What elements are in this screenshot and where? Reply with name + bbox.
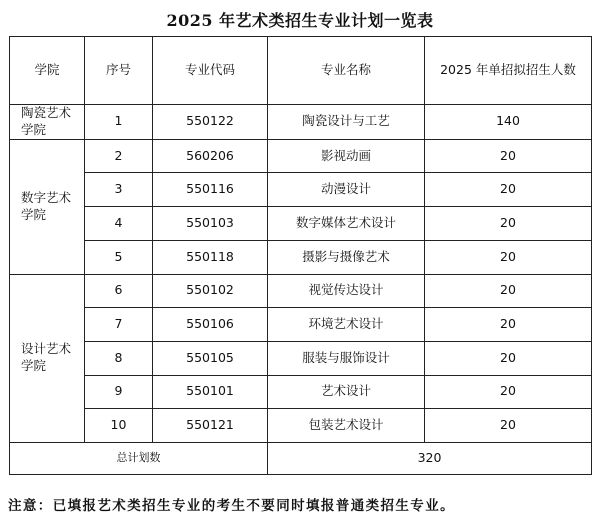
college-cell: [10, 139, 85, 274]
row-number: 7: [85, 308, 153, 342]
row-number: 8: [85, 341, 153, 375]
row-number: 6: [85, 274, 153, 308]
college-name: 数字艺术学院: [21, 189, 72, 222]
table-row: [10, 274, 592, 308]
row-number: 4: [85, 207, 153, 241]
table-row: [10, 240, 592, 274]
college-name: 陶瓷艺术学院: [21, 105, 72, 137]
table-row: [10, 207, 592, 241]
notice-text: 注意：已填报艺术类招生专业的考生不要同时填报普通类招生专业。: [8, 498, 455, 514]
enrollment-count: 20: [425, 173, 592, 207]
major-code: 550116: [153, 173, 268, 207]
header-enrollment-count: 2025 年单招拟招生人数: [425, 37, 592, 105]
major-name: 摄影与摄像艺术: [268, 240, 425, 274]
header-major-name: 专业名称: [268, 37, 425, 105]
major-name: 视觉传达设计: [268, 274, 425, 308]
major-name: 服装与服饰设计: [268, 341, 425, 375]
row-number: 3: [85, 173, 153, 207]
major-code: 550118: [153, 240, 268, 274]
major-name: 数字媒体艺术设计: [268, 207, 425, 241]
table-row: [10, 139, 592, 173]
college-cell: [10, 105, 85, 140]
table-header-row: [10, 37, 592, 105]
major-code: 550105: [153, 341, 268, 375]
table-row: [10, 375, 592, 409]
header-number: 序号: [85, 37, 153, 105]
page-title: 2025 年艺术类招生专业计划一览表: [166, 11, 434, 30]
enrollment-plan-table: [9, 36, 592, 475]
row-number: 2: [85, 139, 153, 173]
enrollment-count: 20: [425, 207, 592, 241]
major-code: 550122: [153, 105, 268, 140]
enrollment-count: 20: [425, 240, 592, 274]
enrollment-count: 20: [425, 139, 592, 173]
row-number: 10: [85, 409, 153, 443]
header-major-code: 专业代码: [153, 37, 268, 105]
enrollment-count: 20: [425, 375, 592, 409]
table-row: [10, 105, 592, 140]
enrollment-count: 140: [425, 105, 592, 140]
table-row: [10, 173, 592, 207]
total-label: 总计划数: [10, 442, 268, 474]
enrollment-count: 20: [425, 274, 592, 308]
major-name: 动漫设计: [268, 173, 425, 207]
total-row: [10, 442, 592, 474]
major-name: 包装艺术设计: [268, 409, 425, 443]
row-number: 1: [85, 105, 153, 140]
major-code: 550106: [153, 308, 268, 342]
major-name: 环境艺术设计: [268, 308, 425, 342]
major-code: 560206: [153, 139, 268, 173]
enrollment-count: 20: [425, 341, 592, 375]
major-code: 550102: [153, 274, 268, 308]
college-name: 设计艺术学院: [21, 341, 72, 374]
college-cell: [10, 274, 85, 442]
enrollment-count: 20: [425, 308, 592, 342]
table-row: [10, 341, 592, 375]
table-row: [10, 409, 592, 443]
major-code: 550121: [153, 409, 268, 443]
enrollment-count: 20: [425, 409, 592, 443]
row-number: 9: [85, 375, 153, 409]
major-name: 影视动画: [268, 139, 425, 173]
total-value: 320: [268, 442, 592, 474]
row-number: 5: [85, 240, 153, 274]
table-row: [10, 308, 592, 342]
major-code: 550101: [153, 375, 268, 409]
major-code: 550103: [153, 207, 268, 241]
header-college: 学院: [10, 37, 85, 105]
major-name: 陶瓷设计与工艺: [268, 105, 425, 140]
major-name: 艺术设计: [268, 375, 425, 409]
